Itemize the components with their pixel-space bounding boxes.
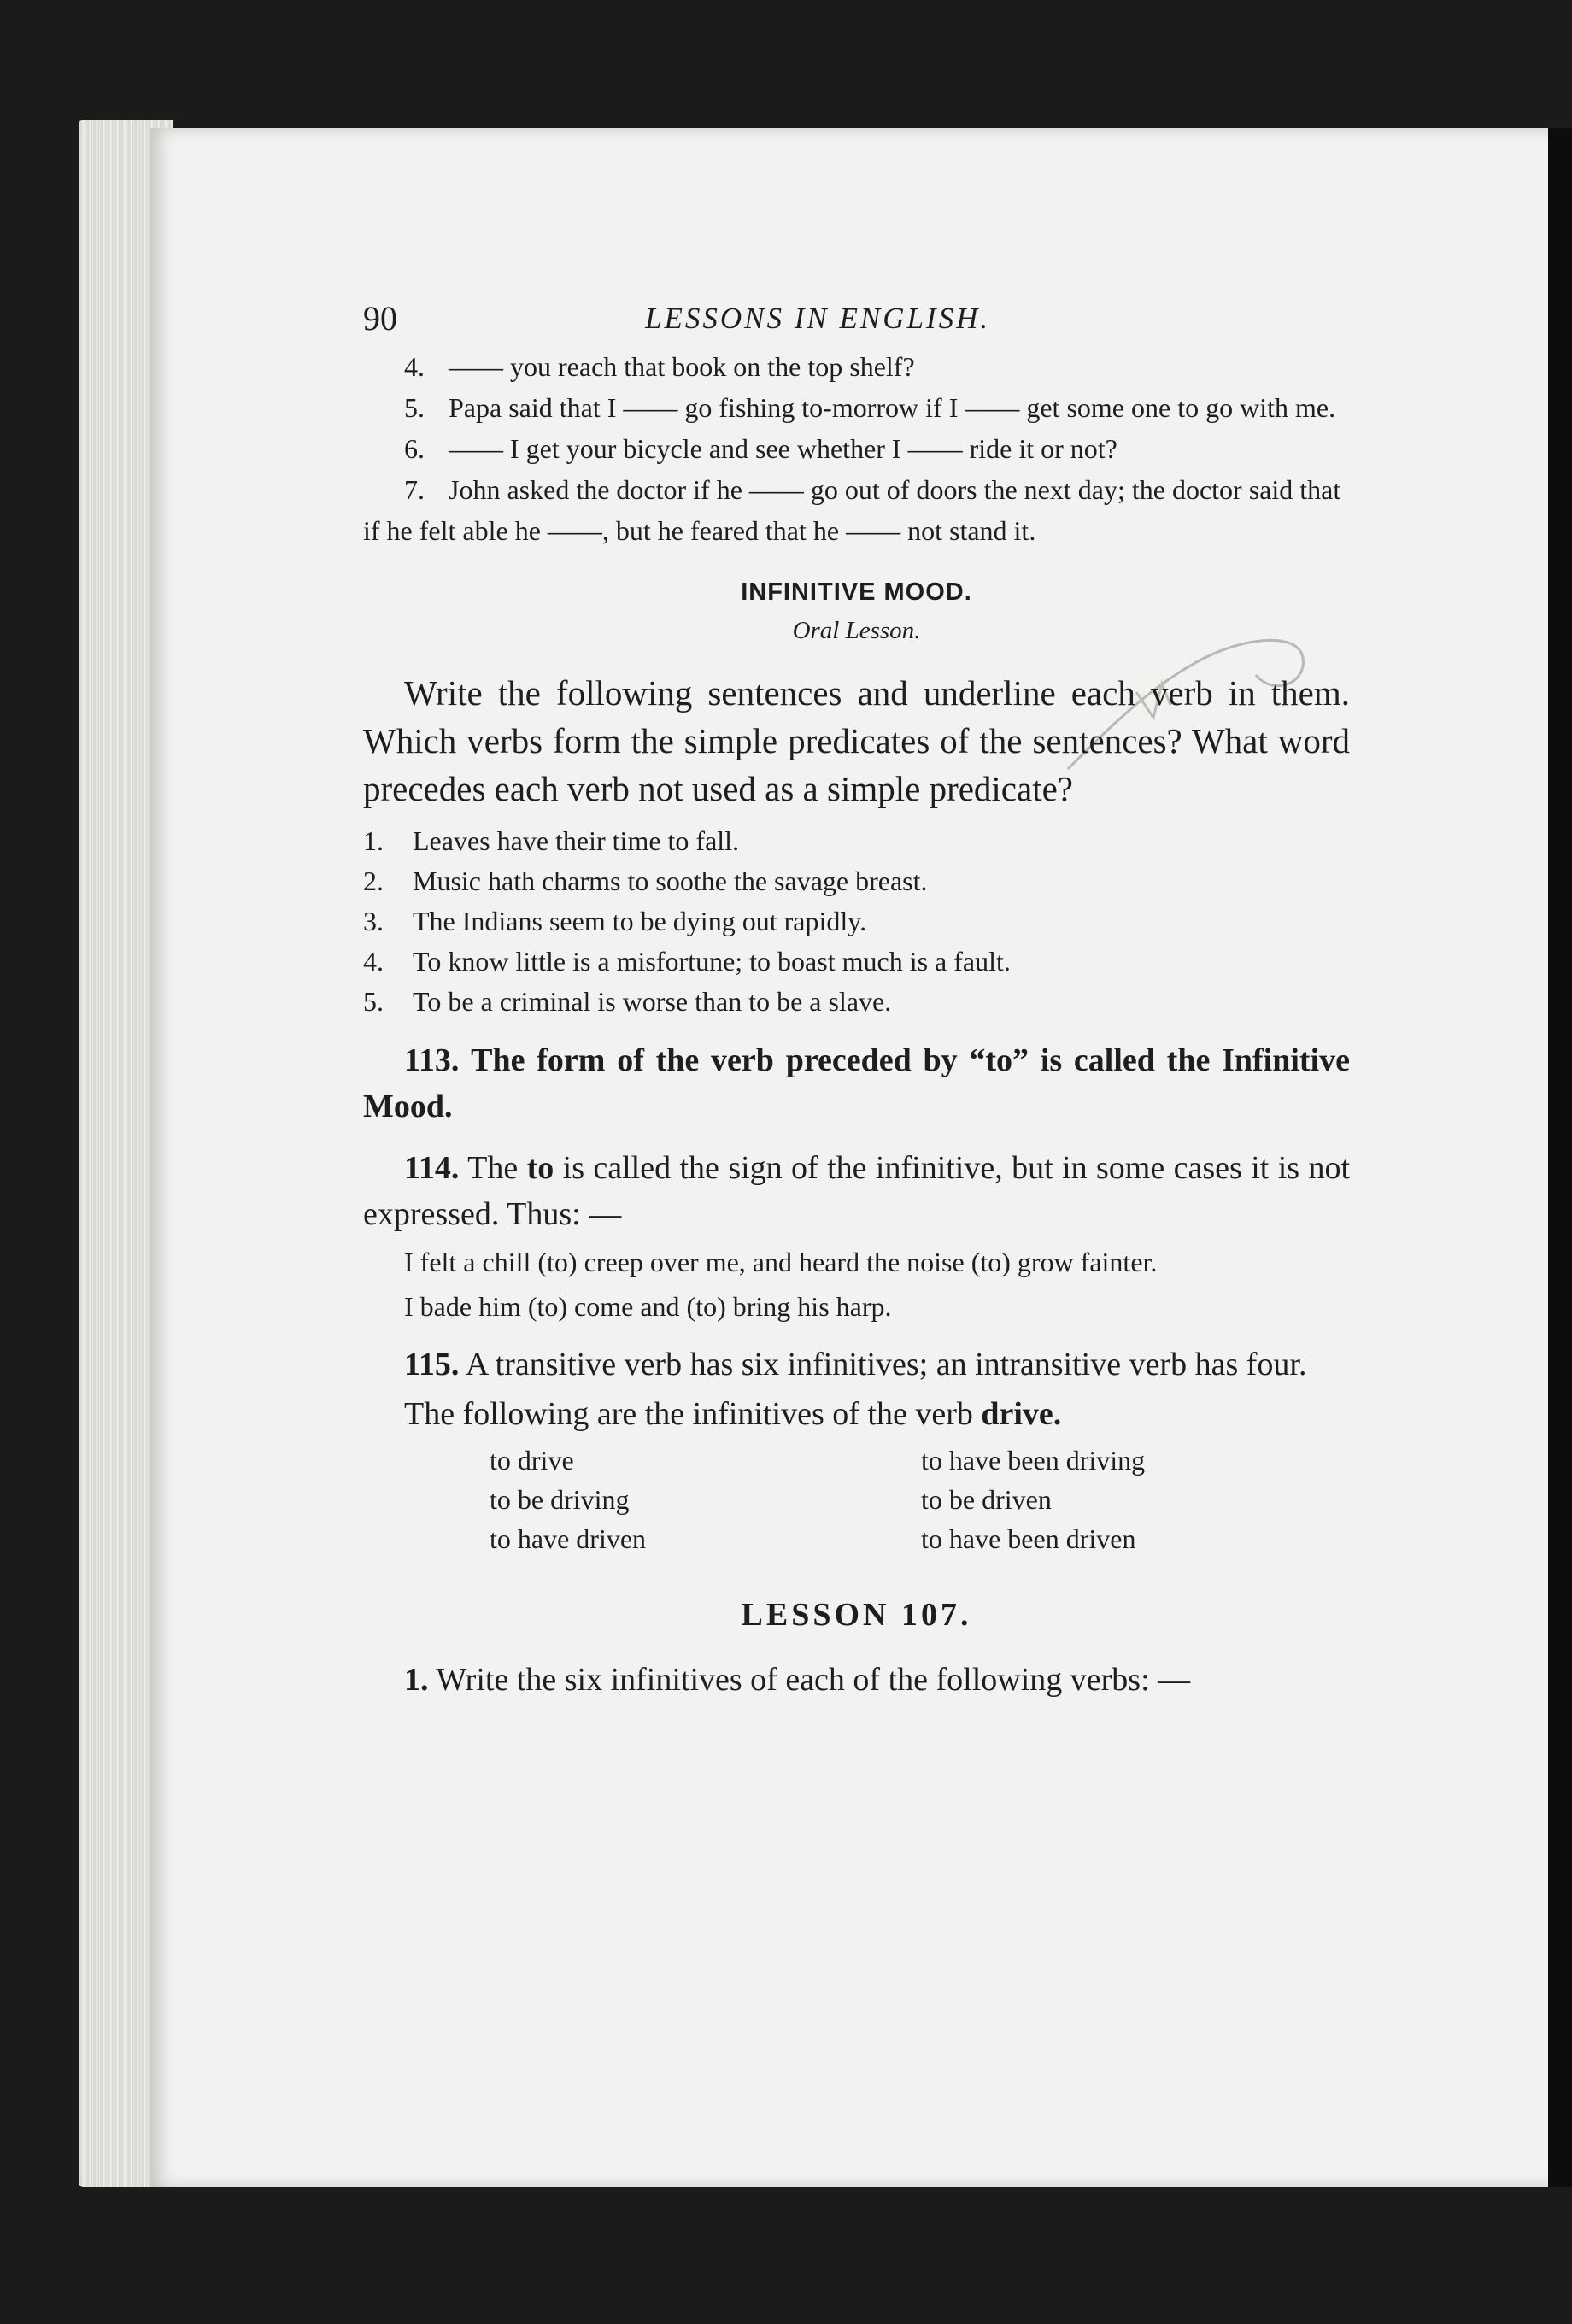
infinitive-form: to have been driving bbox=[921, 1445, 1146, 1476]
infinitive-form: to have driven bbox=[490, 1523, 647, 1554]
gutter-shadow bbox=[1548, 128, 1572, 2187]
infinitive-form: to be driven bbox=[921, 1484, 1052, 1515]
infinitive-form: to be driving bbox=[490, 1484, 630, 1515]
lesson-exercise: 1. Write the six infinitives of each of the following verbs: — bbox=[404, 1662, 1191, 1698]
page-number: 90 bbox=[363, 299, 397, 337]
sentence-item: 4. To know little is a misfortune; to boast much is a fault. bbox=[363, 946, 1011, 977]
sentence-item: 3. The Indians seem to be dying out rapidly. bbox=[363, 906, 867, 936]
running-title: LESSONS IN ENGLISH. bbox=[645, 302, 991, 335]
infinitive-form: to drive bbox=[490, 1445, 574, 1476]
rule-115: 115. A transitive verb has six infinitives; an intransitive verb has four. bbox=[404, 1347, 1307, 1382]
lead-paragraph: Write the following sentences and underline each verb in them. Which verbs form the simple predicates of the sentences? What word precedes each verb not used as a simple predicate? bbox=[363, 673, 1350, 808]
exercise-item: 6. —— I get your bicycle and see whether I —— ride it or not? bbox=[404, 433, 1117, 464]
example-line: I felt a chill (to) creep over me, and heard the noise (to) grow fainter. bbox=[404, 1247, 1158, 1277]
exercise-item: 5. Papa said that I —— go fishing to-morrow if I —— get some one to go with me. bbox=[404, 392, 1336, 423]
infinitive-form: to have been driven bbox=[921, 1523, 1136, 1554]
sentence-item: 2. Music hath charms to soothe the savage breast. bbox=[363, 866, 928, 896]
section-subheading: Oral Lesson. bbox=[792, 617, 921, 644]
infinitives-table bbox=[363, 1441, 1350, 1558]
section-heading: INFINITIVE MOOD. bbox=[741, 578, 972, 606]
example-line: I bade him (to) come and (to) bring his harp. bbox=[404, 1291, 892, 1322]
sentence-item: 5. To be a criminal is worse than to be a slave. bbox=[363, 986, 892, 1017]
exercise-item: 4. —— you reach that book on the top shelf? bbox=[404, 351, 915, 382]
lesson-heading: LESSON 107. bbox=[741, 1597, 972, 1633]
rule-113: 113. The form of the verb preceded by “to” is called the Infinitive Mood. bbox=[363, 1042, 1350, 1124]
running-head bbox=[363, 286, 1350, 346]
exercise-item: 7. John asked the doctor if he —— go out of doors the next day; the doctor said that if he felt able he ——, but he feared that he —— not stand it. bbox=[363, 474, 1341, 546]
carryover-exercises bbox=[363, 346, 1350, 551]
page-text bbox=[363, 286, 1350, 1704]
example-sentences bbox=[363, 821, 1350, 1022]
sentence-item: 1. Leaves have their time to fall. bbox=[363, 825, 740, 856]
infinitives-intro: The following are the infinitives of the verb drive. bbox=[404, 1396, 1062, 1432]
rule-114: 114. The to is called the sign of the infinitive, but in some cases it is not expressed. Thus: — bbox=[363, 1150, 1350, 1232]
